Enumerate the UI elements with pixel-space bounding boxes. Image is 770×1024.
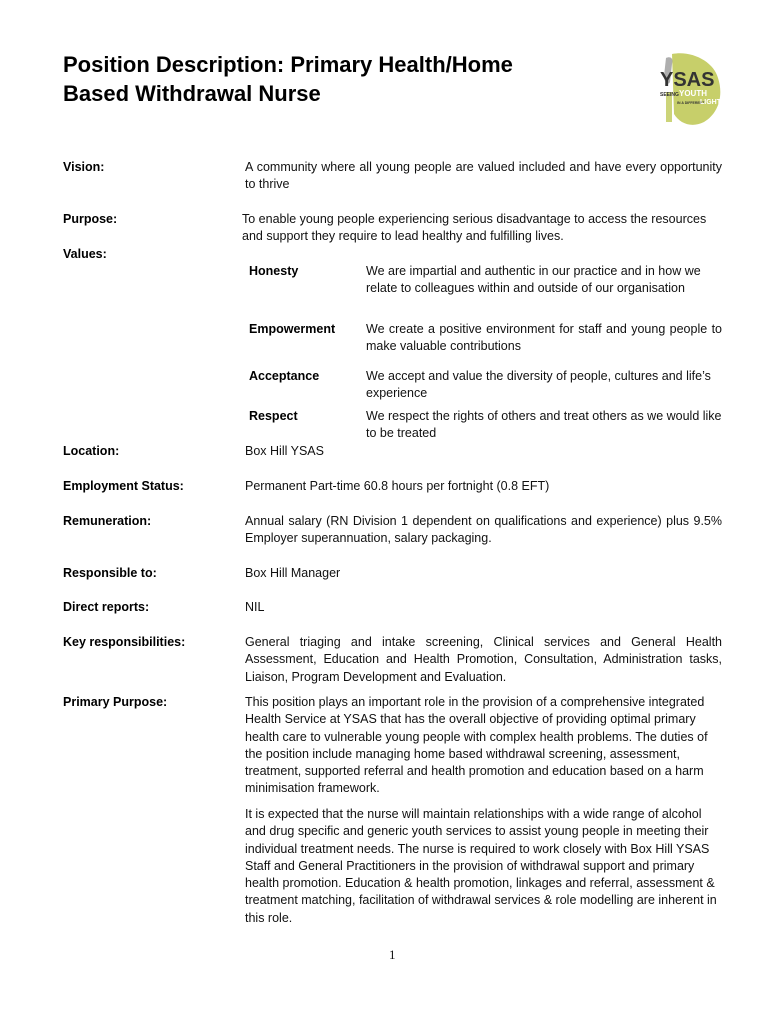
responsible-to-label: Responsible to: (63, 566, 157, 580)
logo-wordmark: YSAS (660, 69, 715, 91)
vision-label: Vision: (63, 160, 105, 174)
value-name-respect: Respect (249, 409, 298, 423)
value-text-respect: We respect the rights of others and treat others as we would like to be treated (366, 409, 722, 441)
primary-purpose-paragraph-2: It is expected that the nurse will maintain relationships with a wide range of alcohol and drug specific and generic youth services to assist young people in meeting their individual treatment needs. The nurse is required to work closely with Box Hill YSAS Staff and General Practitioners in the provision of withdrawal support and primary health promotion. Education & health promotion, linkages and referral, assessment & treatment matching, facilitation of withdrawal services & role modelling are inherent in this role. (245, 807, 717, 925)
svg-text:IN A DIFFERENT: IN A DIFFERENT (677, 101, 705, 105)
employment-status-text: Permanent Part-time 60.8 hours per fortnight (0.8 EFT) (245, 479, 550, 493)
location-text: Box Hill YSAS (245, 444, 324, 458)
primary-purpose-paragraph-1: This position plays an important role in the provision of a comprehensive integrated Health Service at YSAS that has the overall objective of providing optimal primary health care to vulnerable young people with complex health problems. The duties of the position include managing home based withdrawal screening, assessment, treatment, supported referral and health promotion and education based on a harm minimisation framework. (245, 695, 708, 796)
purpose-label: Purpose: (63, 212, 118, 226)
value-text-empowerment: We create a positive environment for staff and young people to make valuable contributions (366, 322, 722, 354)
page-title-line-1: Position Description: Primary Health/Home (63, 52, 513, 77)
ysas-logo-graphic (652, 52, 728, 128)
key-responsibilities-text: General triaging and intake screening, Clinical services and General Health Assessment, Education and Health Promotion, Consultation, Administration tasks, Liaison, Program Development and Evaluation. (245, 635, 722, 684)
location-label: Location: (63, 444, 120, 458)
employment-status-label: Employment Status: (63, 479, 184, 493)
vision-text: A community where all young people are valued included and have every opportunity to thrive (245, 160, 722, 192)
remuneration-text: Annual salary (RN Division 1 dependent on qualifications and experience) plus 9.5% Employer superannuation, salary packaging. (245, 514, 722, 546)
value-name-honesty: Honesty (249, 264, 299, 278)
svg-text:SEEING: SEEING (660, 92, 679, 98)
svg-text:YOUTH: YOUTH (679, 89, 707, 98)
page-number: 1 (389, 947, 396, 962)
direct-reports-text: NIL (245, 600, 265, 614)
page-title (63, 50, 513, 108)
key-responsibilities-label: Key responsibilities: (63, 635, 186, 649)
direct-reports-label: Direct reports: (63, 600, 150, 614)
primary-purpose-label: Primary Purpose: (63, 695, 168, 709)
responsible-to-text: Box Hill Manager (245, 566, 341, 580)
remuneration-label: Remuneration: (63, 514, 152, 528)
value-name-empowerment: Empowerment (249, 322, 336, 336)
page-title-line-2: Based Withdrawal Nurse (63, 81, 321, 106)
value-text-acceptance: We accept and value the diversity of people, cultures and life’s experience (366, 369, 711, 401)
value-name-acceptance: Acceptance (249, 369, 320, 383)
ysas-logo (652, 52, 728, 128)
svg-text:LIGHT: LIGHT (700, 99, 721, 106)
values-label: Values: (63, 247, 107, 261)
purpose-text: To enable young people experiencing serious disadvantage to access the resources and support they require to lead healthy and fulfilling lives. (242, 212, 707, 244)
value-text-honesty: We are impartial and authentic in our practice and in how we relate to colleagues within and outside of our organisation (366, 264, 701, 296)
